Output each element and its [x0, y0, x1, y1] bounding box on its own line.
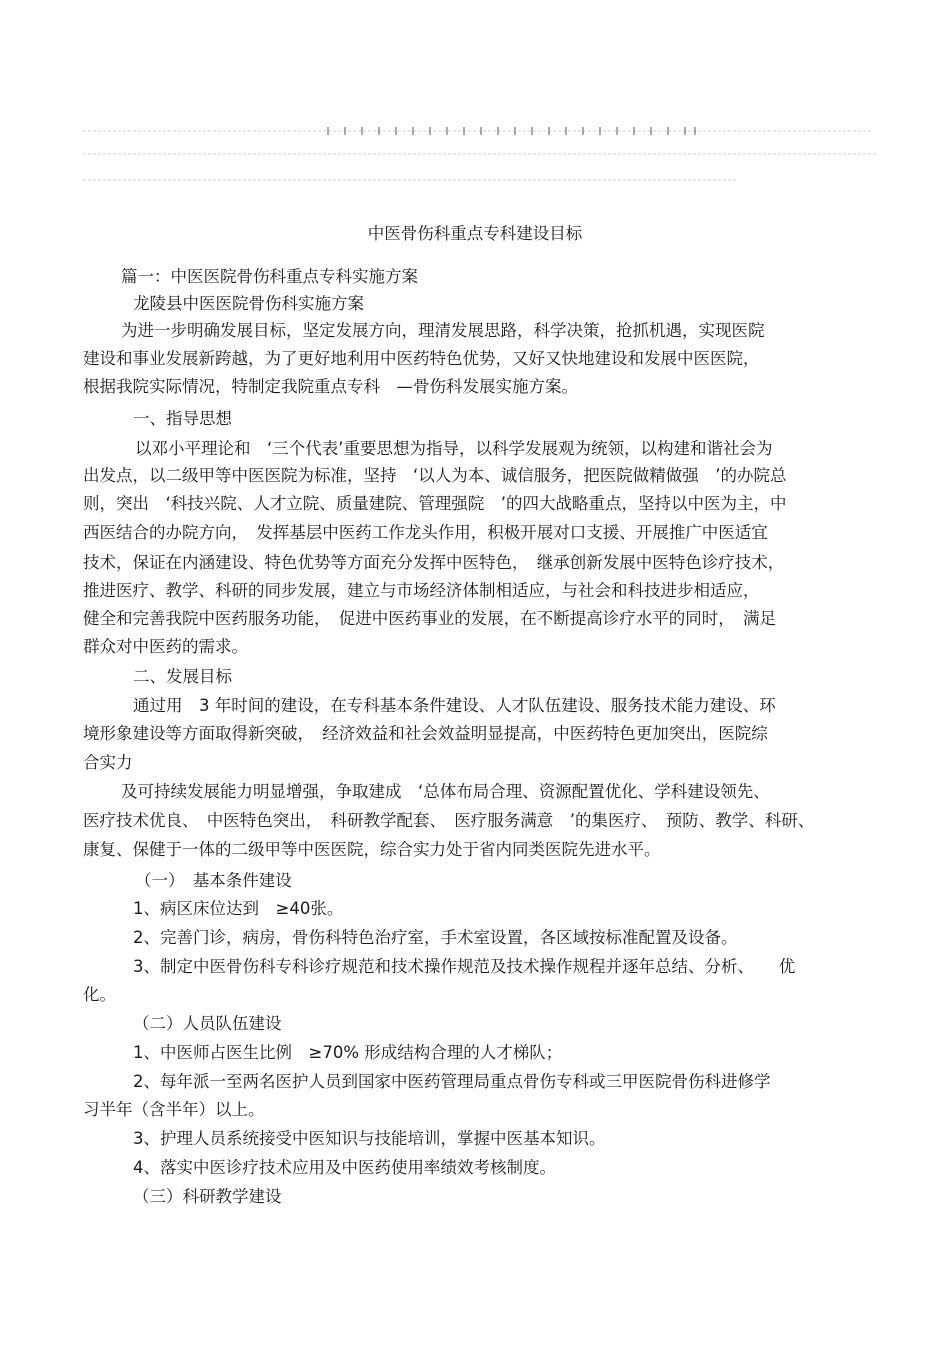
subtitle: 龙陵县中医医院骨伤科实施方案 [133, 294, 364, 313]
paragraph-line: 以邓小平理论和 ‘三个代表’重要思想为指导，以科学发展观为统领，以构建和谐社会为 [135, 439, 773, 458]
subsection-heading: （一） 基本条件建设 [135, 871, 292, 890]
subsection-heading: （二）人员队伍建设 [133, 1014, 282, 1033]
paragraph-line: 群众对中医药的需求。 [83, 637, 248, 656]
paragraph-line: 通过用 3 年时间的建设，在专科基本条件建设、人才队伍建设、服务技术能力建设、环 [133, 696, 776, 715]
list-item: 2、完善门诊，病房，骨伤科特色治疗室，手术室设置，各区域按标准配置及设备。 [133, 928, 738, 947]
list-item: 4、落实中医诊疗技术应用及中医药使用率绩效考核制度。 [133, 1158, 556, 1177]
paragraph-line: 根据我院实际情况，特制定我院重点专科 —骨伤科发展实施方案。 [83, 377, 578, 396]
header-decoration-line [83, 177, 873, 183]
paragraph-line: 境形象建设等方面取得新突破， 经济效益和社会效益明显提高，中医药特色更加突出，医院综 [83, 724, 768, 743]
paragraph-line: 健全和完善我院中医药服务功能， 促进中医药事业的发展，在不断提高诊疗水平的同时， 满足 [83, 609, 776, 628]
list-item: 1、中医师占医生比例 ≥70% 形成结构合理的人才梯队； [133, 1043, 563, 1062]
section-heading: 篇一：中医医院骨伤科重点专科实施方案 [121, 267, 418, 286]
section-heading: 一、指导思想 [133, 409, 232, 428]
paragraph-line: 为进一步明确发展目标，坚定发展方向，理清发展思路，科学决策，抢抓机遇，实现医院 [121, 321, 765, 340]
list-item: 2、每年派一至两名医护人员到国家中医药管理局重点骨伤专科或三甲医院骨伤科进修学 [133, 1072, 771, 1091]
list-item: 化。 [83, 985, 116, 1004]
list-item: 1、病区床位达到 ≥40张。 [133, 899, 344, 918]
paragraph-line: 康复、保健于一体的二级甲等中医医院，综合实力处于省内同类医院先进水平。 [83, 840, 661, 859]
paragraph-line: 则，突出 ‘科技兴院、人才立院、质量建院、管理强院 ’的四大战略重点，坚持以中医为主，中 [83, 494, 787, 513]
section-heading: 二、发展目标 [133, 667, 232, 686]
header-decoration-line [83, 151, 873, 157]
paragraph-line: 及可持续发展能力明显增强，争取建成 ‘总体布局合理、资源配置优化、学科建设领先、 [121, 782, 770, 801]
paragraph-line: 推进医疗、教学、科研的同步发展，建立与市场经济体制相适应，与社会和科技进步相适应， [83, 581, 760, 600]
paragraph-line: 技术，保证在内涵建设、特色优势等方面充分发挥中医特色， 继承创新发展中医特色诊疗技术， [83, 553, 785, 572]
list-item: 3、制定中医骨伤科专科诊疗规范和技术操作规范及技术操作规程并逐年总结、分析、 优 [133, 957, 796, 976]
subsection-heading: （三）科研教学建设 [133, 1187, 282, 1206]
list-item: 3、护理人员系统接受中医知识与技能培训，掌握中医基本知识。 [133, 1129, 606, 1148]
paragraph-line: 建设和事业发展新跨越，为了更好地利用中医药特色优势，又好又快地建设和发展中医医院， [83, 349, 760, 368]
header-decoration-line [83, 127, 873, 133]
paragraph-line: 医疗技术优良、 中医特色突出， 科研教学配套、 医疗服务满意 ’的集医疗、 预防、教学、科研、 [83, 811, 815, 830]
list-item: 习半年（含半年）以上。 [83, 1100, 265, 1119]
paragraph-line: 合实力 [83, 753, 133, 772]
paragraph-line: 西医结合的办院方向， 发挥基层中医药工作龙头作用，积极开展对口支援、开展推广中医适宜 [83, 523, 768, 542]
paragraph-line: 出发点，以二级甲等中医医院为标准，坚持 ‘以人为本、诚信服务，把医院做精做强 ’的办院总 [83, 466, 787, 485]
document-title: 中医骨伤科重点专科建设目标 [367, 224, 583, 243]
